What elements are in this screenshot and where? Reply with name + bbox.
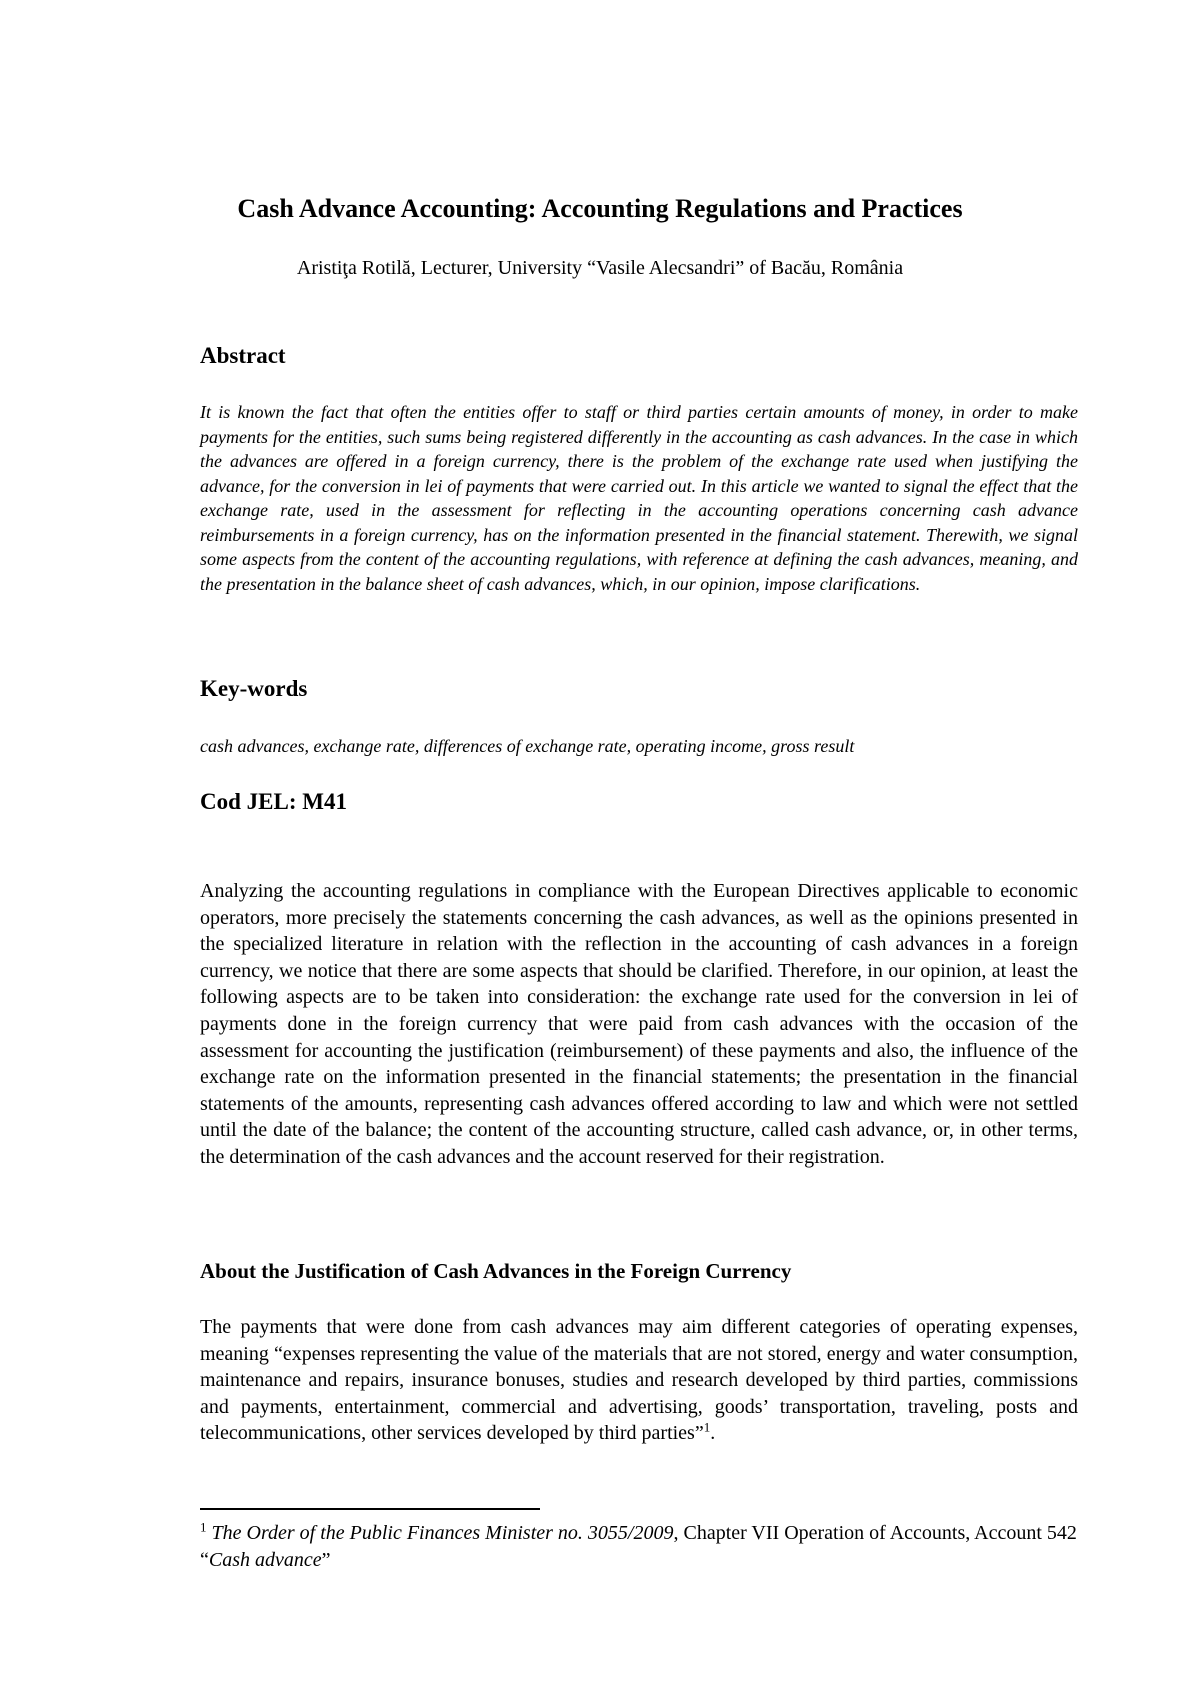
footnote-marker: 1 — [200, 1519, 207, 1535]
jel-code-heading: Cod JEL: M41 — [200, 789, 347, 814]
section-heading-justification: About the Justification of Cash Advances in the Foreign Currency — [200, 1259, 792, 1283]
abstract-text: It is known the fact that often the entities offer to staff or third parties certain amounts of money, in order to make payments for the entities, such sums being registered differently in the accounting as cash advances. In the case in which the advances are offered in a foreign currency, there is the problem of the exchange rate used when justifying the advance, for the conversion in lei of payments that were carried out. In this article we wanted to signal the effect that the exchange rate, used in the assessment for reflecting in the accounting operations concerning cash advance reimbursements in a foreign currency, has on the information presented in the financial statement. Therewith, we signal some aspects from the content of the accounting regulations, with reference at defining the cash advances, meaning, and the presentation in the balance sheet of cash advances, which, in our opinion, impose clarifications. — [200, 402, 1078, 594]
footnote-text-end: ” — [321, 1549, 331, 1571]
section-paragraph-end: . — [710, 1422, 716, 1445]
footnote-text-mid: , Chapter VII Operation of Accounts, Account 542 “ — [200, 1522, 1077, 1571]
author-line: Aristiţa Rotilă, Lecturer, University “Vasile Alecsandri” of Bacău, România — [296, 257, 904, 279]
keywords-text: cash advances, exchange rate, differences of exchange rate, operating income, gross result — [200, 736, 855, 756]
footnote-source: The Order of the Public Finances Minister no. 3055/2009 — [211, 1522, 674, 1544]
paper-title: Cash Advance Accounting: Accounting Regulations and Practices — [237, 194, 963, 223]
section-paragraph-text: The payments that were done from cash advances may aim different categories of operating expenses, meaning “expenses representing the value of the materials that are not stored, energy and water consumption, maintenance and repairs, insurance bonuses, studies and research developed by third parties, commissions and payments, entertainment, commercial and advertising, goods’ transportation, traveling, posts and telecommunications, other services developed by third parties” — [200, 1316, 1078, 1445]
section-paragraph-justification — [200, 1314, 1078, 1447]
footnote-1 — [200, 1520, 1078, 1574]
footnote-reference[interactable]: 1 — [703, 1419, 711, 1435]
footnote-separator — [200, 1508, 540, 1510]
footnote-account-name: Cash advance — [208, 1549, 322, 1571]
keywords-heading: Key-words — [200, 676, 308, 701]
intro-paragraph: Analyzing the accounting regulations in compliance with the European Directives applicable to economic operators, more precisely the statements concerning the cash advances, as well as the opinions presented in the specialized literature in relation with the reflection in the accounting of cash advances in a foreign currency, we notice that there are some aspects that should be clarified. Therefore, in our opinion, at least the following aspects are to be taken into consideration: the exchange rate used for the conversion in lei of payments done in the foreign currency that were paid from cash advances with the occasion of the assessment for accounting the justification (reimbursement) of these payments and also, the influence of the exchange rate on the information presented in the financial statements; the presentation in the financial statements of the amounts, representing cash advances offered according to law and which were not settled until the date of the balance; the content of the accounting structure, called cash advance, or, in other terms, the determination of the cash advances and the account reserved for their registration. — [200, 880, 1078, 1168]
abstract-heading: Abstract — [200, 343, 286, 368]
